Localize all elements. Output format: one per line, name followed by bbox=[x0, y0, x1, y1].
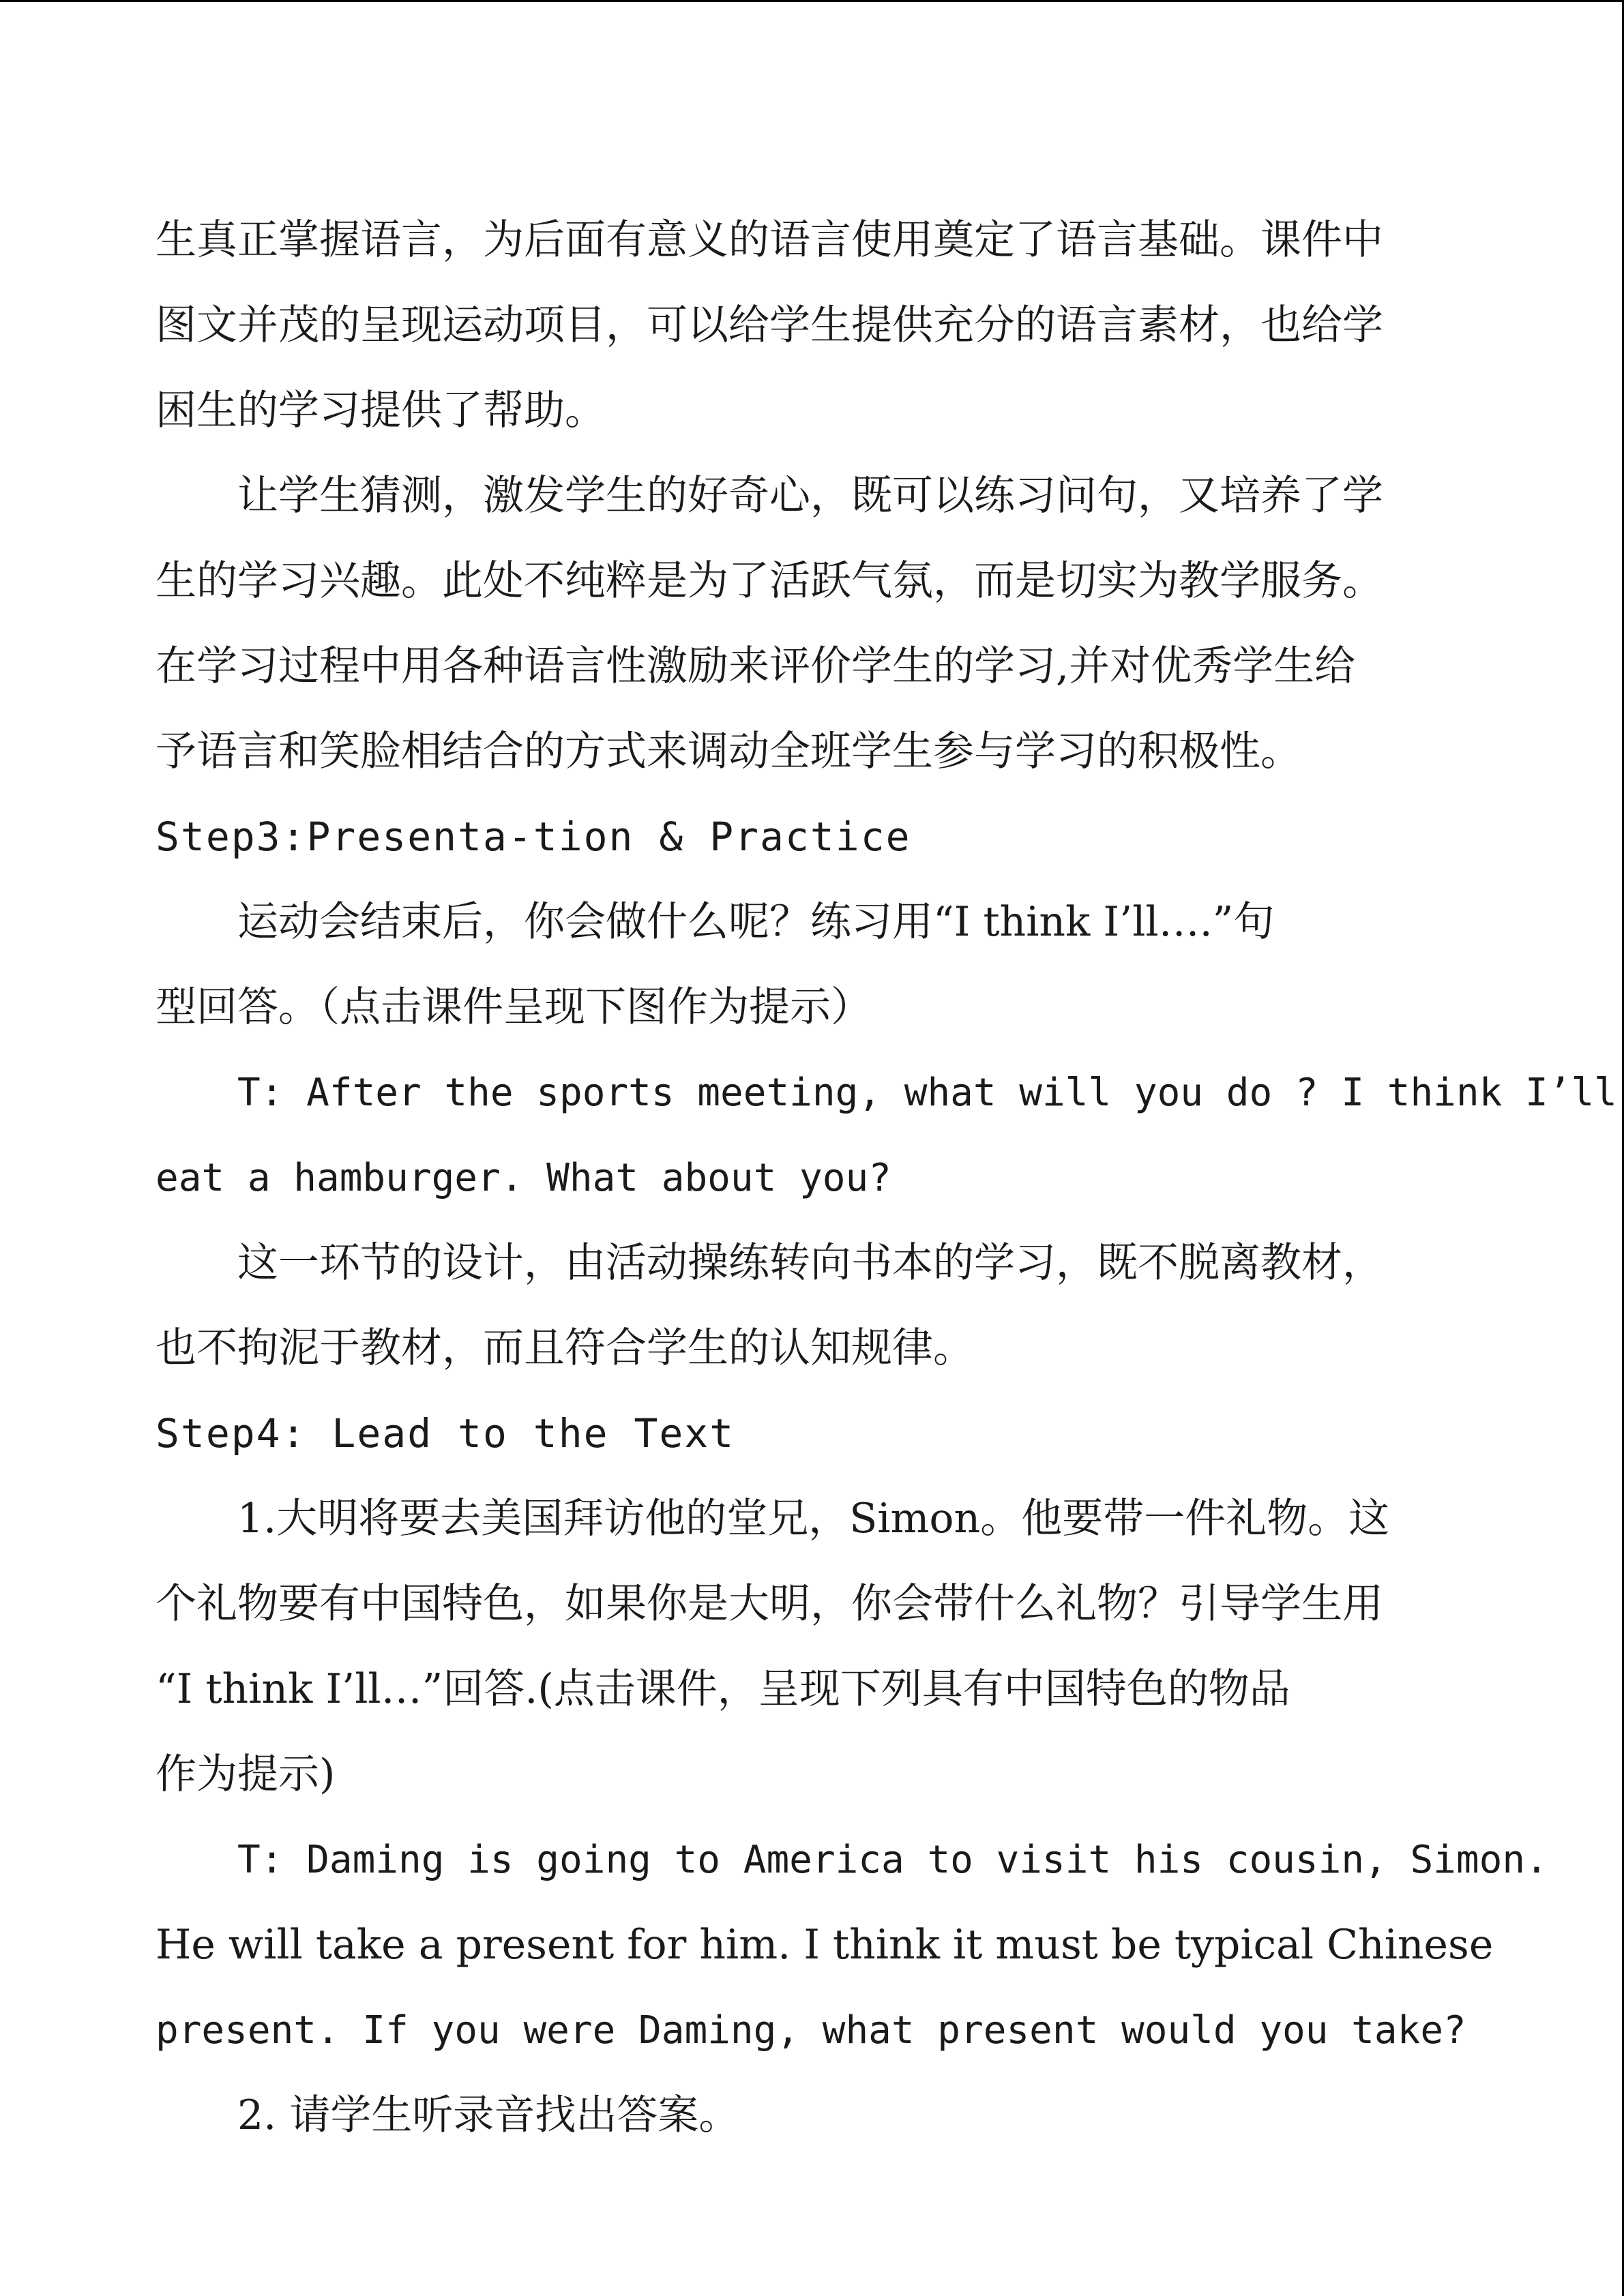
text-line: He will take a present for him. I think it must be typical Chinese bbox=[156, 1921, 1494, 1969]
text-line: 在学习过程中用各种语言性激励来评价学生的学习,并对优秀学生给 bbox=[156, 642, 1356, 690]
text-line: 也不拘泥于教材，而且符合学生的认知规律。 bbox=[156, 1324, 974, 1372]
text-line: 让学生猜测，激发学生的好奇心，既可以练习问句，又培养了学 bbox=[237, 472, 1383, 520]
section-heading: Step3:Presenta-tion & Practice bbox=[156, 814, 911, 860]
text-line: T: After the sports meeting, what will you do ? I think I’ll bbox=[237, 1071, 1617, 1115]
text-line: 生的学习兴趣。此处不纯粹是为了活跃气氛，而是切实为教学服务。 bbox=[156, 557, 1383, 605]
section-heading: Step4: Lead to the Text bbox=[156, 1410, 735, 1457]
text-line: 这一环节的设计，由活动操练转向书本的学习，既不脱离教材， bbox=[237, 1239, 1383, 1287]
text-line: 困生的学习提供了帮助。 bbox=[156, 387, 606, 434]
text-line: 2. 请学生听录音找出答案。 bbox=[237, 2091, 740, 2139]
text-line: “I think I’ll…”回答.(点击课件，呈现下列具有中国特色的物品 bbox=[156, 1665, 1290, 1713]
text-line: present. If you were Daming, what present would you take? bbox=[156, 2008, 1466, 2053]
text-line: 生真正掌握语言，为后面有意义的语言使用奠定了语言基础。课件中 bbox=[156, 216, 1383, 264]
text-line: T: Daming is going to America to visit his cousin, Simon. bbox=[237, 1838, 1548, 1882]
text-line: 运动会结束后，你会做什么呢？练习用“I think I’ll….”句 bbox=[237, 898, 1275, 946]
text-line: 作为提示) bbox=[156, 1750, 336, 1798]
text-line: 1.大明将要去美国拜访他的堂兄，Simon。他要带一件礼物。这 bbox=[237, 1495, 1390, 1542]
text-line: 图文并茂的呈现运动项目，可以给学生提供充分的语言素材，也给学 bbox=[156, 301, 1383, 349]
text-line: 个礼物要有中国特色，如果你是大明，你会带什么礼物？引导学生用 bbox=[156, 1580, 1383, 1628]
text-line: 型回答。（点击课件呈现下图作为提示） bbox=[156, 983, 872, 1031]
document-body bbox=[156, 198, 1617, 2158]
text-line: 予语言和笑脸相结合的方式来调动全班学生参与学习的积极性。 bbox=[156, 728, 1301, 775]
text-line: eat a hamburger. What about you? bbox=[156, 1156, 891, 1200]
